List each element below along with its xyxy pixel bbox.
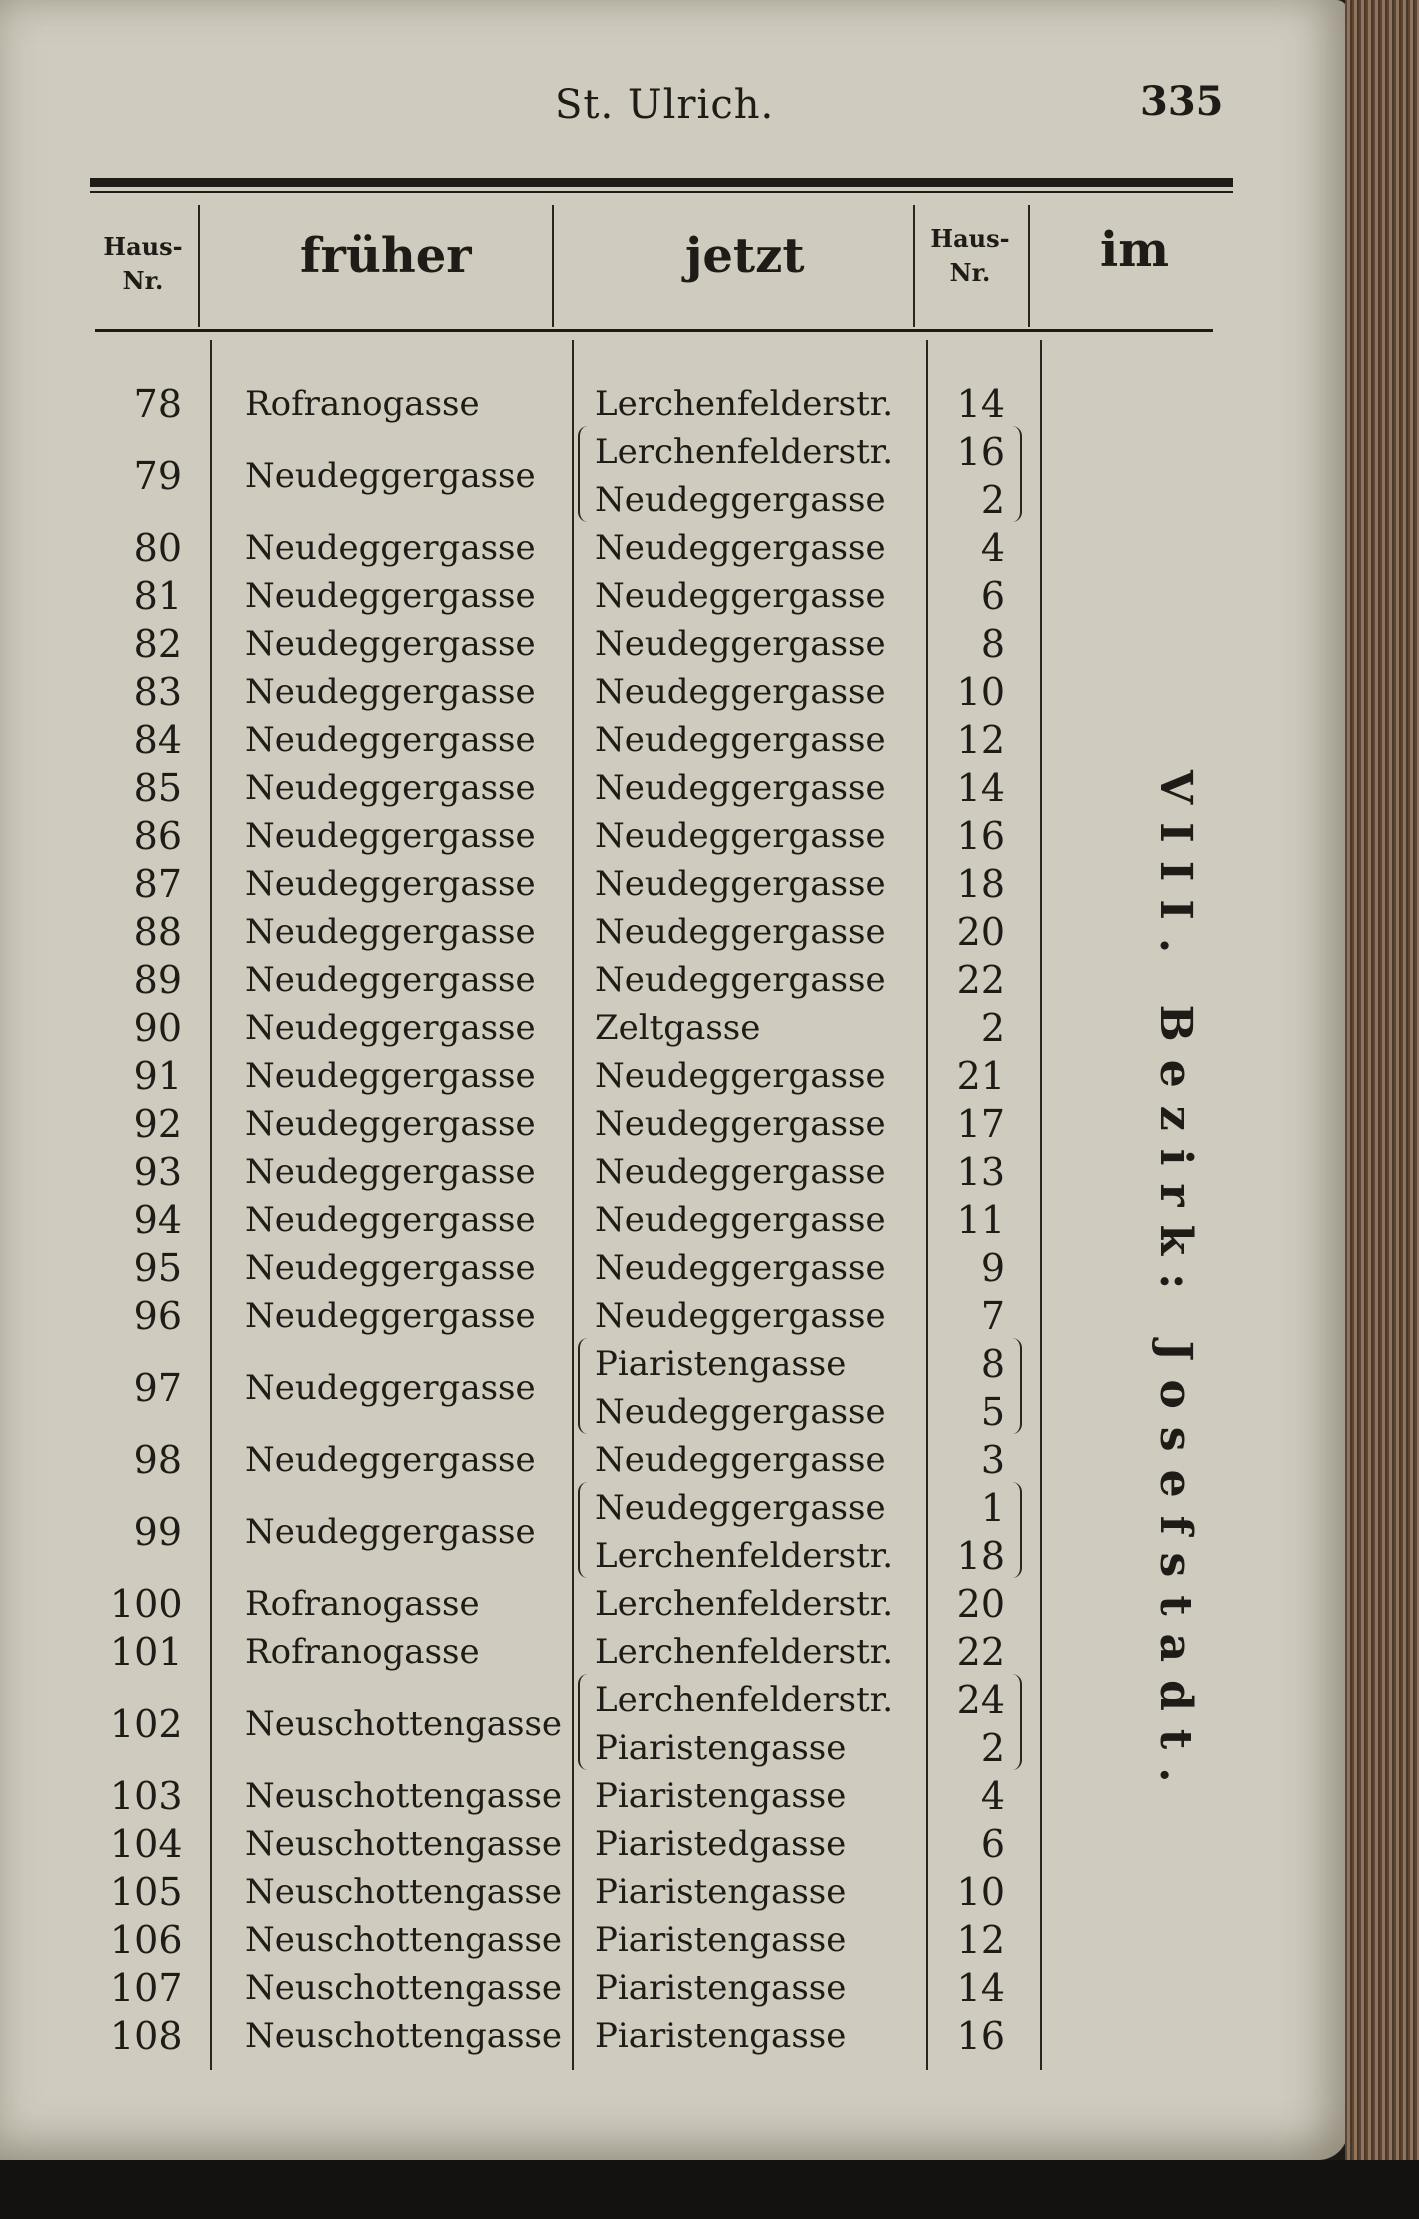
current-street-name: Neudeggergasse: [595, 1392, 886, 1432]
current-house-number: 4: [980, 1774, 1005, 1818]
current-house-number: 22: [956, 1630, 1005, 1674]
current-street-name: Piaristengasse: [595, 2016, 847, 2056]
current-street-name: Lerchenfelderstr.: [595, 384, 894, 424]
current-street-name: Lerchenfelderstr.: [595, 1584, 894, 1624]
old-house-number: 91: [133, 1054, 182, 1098]
current-house-number: 20: [956, 910, 1005, 954]
old-house-number: 83: [133, 670, 182, 714]
old-house-number: 92: [133, 1102, 182, 1146]
former-street-name: Neuschottengasse: [245, 1776, 563, 1816]
former-street-name: Rofranogasse: [245, 1632, 480, 1672]
grouping-brace-left: [578, 1674, 592, 1770]
current-house-number: 4: [980, 526, 1005, 570]
column-divider-1: [210, 340, 212, 2070]
old-house-number: 106: [110, 1918, 183, 1962]
header-haus-nr-left: Haus- Nr.: [103, 232, 183, 295]
current-house-number: 11: [956, 1198, 1005, 1242]
current-street-name: Piaristengasse: [595, 1968, 847, 2008]
column-divider-4: [1040, 340, 1042, 2070]
current-street-name: Neudeggergasse: [595, 912, 886, 952]
current-house-number: 20: [956, 1582, 1005, 1626]
page-edge: [1345, 0, 1419, 2219]
current-house-number: 17: [956, 1102, 1005, 1146]
old-house-number: 97: [133, 1366, 182, 1410]
current-street-name: Lerchenfelderstr.: [595, 1680, 894, 1720]
former-street-name: Neuschottengasse: [245, 1968, 563, 2008]
old-house-number: 78: [133, 382, 182, 426]
grouping-brace-right: [1010, 1674, 1022, 1770]
old-house-number: 102: [110, 1702, 183, 1746]
running-head: St. Ulrich.: [555, 82, 775, 128]
old-house-number: 98: [133, 1438, 182, 1482]
grouping-brace-right: [1010, 426, 1022, 522]
grouping-brace-left: [578, 1338, 592, 1434]
former-street-name: Neudeggergasse: [245, 456, 536, 496]
former-street-name: Neudeggergasse: [245, 672, 536, 712]
old-house-number: 95: [133, 1246, 182, 1290]
former-street-name: Neudeggergasse: [245, 768, 536, 808]
old-house-number: 108: [110, 2014, 183, 2058]
old-house-number: 90: [133, 1006, 182, 1050]
page-number: 335: [1140, 78, 1224, 125]
header-divider-1: [198, 205, 200, 327]
current-street-name: Neudeggergasse: [595, 816, 886, 856]
current-house-number: 3: [980, 1438, 1005, 1482]
old-house-number: 81: [133, 574, 182, 618]
former-street-name: Neudeggergasse: [245, 624, 536, 664]
old-house-number: 87: [133, 862, 182, 906]
current-house-number: 16: [956, 430, 1005, 474]
current-street-name: Lerchenfelderstr.: [595, 1632, 894, 1672]
former-street-name: Neuschottengasse: [245, 2016, 563, 2056]
grouping-brace-right: [1010, 1338, 1022, 1434]
current-street-name: Neudeggergasse: [595, 1104, 886, 1144]
header-haus-nr-right: Haus- Nr.: [930, 224, 1010, 287]
current-house-number: 24: [956, 1678, 1005, 1722]
former-street-name: Neuschottengasse: [245, 1920, 563, 1960]
current-house-number: 18: [956, 1534, 1005, 1578]
former-street-name: Neudeggergasse: [245, 960, 536, 1000]
current-house-number: 21: [956, 1054, 1005, 1098]
header-bottom-rule: [95, 329, 1213, 332]
old-house-number: 105: [110, 1870, 183, 1914]
former-street-name: Neudeggergasse: [245, 1056, 536, 1096]
current-street-name: Neudeggergasse: [595, 864, 886, 904]
old-house-number: 107: [110, 1966, 183, 2010]
current-house-number: 1: [980, 1486, 1005, 1530]
former-street-name: Neudeggergasse: [245, 1440, 536, 1480]
former-street-name: Neudeggergasse: [245, 720, 536, 760]
current-house-number: 14: [956, 382, 1005, 426]
current-street-name: Piaristengasse: [595, 1872, 847, 1912]
current-house-number: 22: [956, 958, 1005, 1002]
current-street-name: Neudeggergasse: [595, 1488, 886, 1528]
former-street-name: Rofranogasse: [245, 384, 480, 424]
current-house-number: 12: [956, 718, 1005, 762]
current-street-name: Neudeggergasse: [595, 624, 886, 664]
current-house-number: 10: [956, 670, 1005, 714]
current-street-name: Neudeggergasse: [595, 672, 886, 712]
current-house-number: 18: [956, 862, 1005, 906]
current-street-name: Neudeggergasse: [595, 720, 886, 760]
current-house-number: 16: [956, 814, 1005, 858]
old-house-number: 79: [133, 454, 182, 498]
current-house-number: 6: [980, 574, 1005, 618]
current-house-number: 6: [980, 1822, 1005, 1866]
header-divider-3: [913, 205, 915, 327]
district-label: VIII. Bezirk: Josefstadt.: [1150, 770, 1201, 1801]
current-street-name: Neudeggergasse: [595, 1056, 886, 1096]
header-divider-2: [552, 205, 554, 327]
current-house-number: 5: [980, 1390, 1005, 1434]
old-house-number: 93: [133, 1150, 182, 1194]
header-frueher: früher: [300, 228, 472, 284]
former-street-name: Neudeggergasse: [245, 864, 536, 904]
current-street-name: Neudeggergasse: [595, 1440, 886, 1480]
current-house-number: 13: [956, 1150, 1005, 1194]
current-street-name: Neudeggergasse: [595, 1296, 886, 1336]
current-street-name: Lerchenfelderstr.: [595, 432, 894, 472]
old-house-number: 82: [133, 622, 182, 666]
grouping-brace-left: [578, 426, 592, 522]
current-house-number: 8: [980, 622, 1005, 666]
current-street-name: Neudeggergasse: [595, 528, 886, 568]
current-house-number: 16: [956, 2014, 1005, 2058]
old-house-number: 101: [110, 1630, 183, 1674]
old-house-number: 80: [133, 526, 182, 570]
current-street-name: Neudeggergasse: [595, 960, 886, 1000]
current-street-name: Neudeggergasse: [595, 768, 886, 808]
current-house-number: 2: [980, 478, 1005, 522]
current-house-number: 12: [956, 1918, 1005, 1962]
current-street-name: Neudeggergasse: [595, 480, 886, 520]
top-rule-thin: [90, 191, 1233, 193]
current-street-name: Neudeggergasse: [595, 576, 886, 616]
former-street-name: Neudeggergasse: [245, 1200, 536, 1240]
old-house-number: 88: [133, 910, 182, 954]
current-street-name: Neudeggergasse: [595, 1200, 886, 1240]
old-house-number: 86: [133, 814, 182, 858]
current-house-number: 14: [956, 1966, 1005, 2010]
old-house-number: 104: [110, 1822, 183, 1866]
former-street-name: Neudeggergasse: [245, 816, 536, 856]
former-street-name: Neudeggergasse: [245, 528, 536, 568]
former-street-name: Neudeggergasse: [245, 1104, 536, 1144]
former-street-name: Neudeggergasse: [245, 1248, 536, 1288]
former-street-name: Neudeggergasse: [245, 1152, 536, 1192]
former-street-name: Neuschottengasse: [245, 1704, 563, 1744]
header-jetzt: jetzt: [685, 228, 805, 284]
current-street-name: Piaristedgasse: [595, 1824, 847, 1864]
current-street-name: Piaristengasse: [595, 1920, 847, 1960]
current-street-name: Lerchenfelderstr.: [595, 1536, 894, 1576]
grouping-brace-right: [1010, 1482, 1022, 1578]
former-street-name: Neudeggergasse: [245, 576, 536, 616]
current-street-name: Zeltgasse: [595, 1008, 761, 1048]
old-house-number: 94: [133, 1198, 182, 1242]
current-street-name: Neudeggergasse: [595, 1248, 886, 1288]
current-street-name: Piaristengasse: [595, 1344, 847, 1384]
current-street-name: Neudeggergasse: [595, 1152, 886, 1192]
current-house-number: 7: [980, 1294, 1005, 1338]
current-house-number: 10: [956, 1870, 1005, 1914]
old-house-number: 84: [133, 718, 182, 762]
header-divider-4: [1028, 205, 1030, 327]
old-house-number: 99: [133, 1510, 182, 1554]
former-street-name: Neudeggergasse: [245, 1008, 536, 1048]
current-house-number: 8: [980, 1342, 1005, 1386]
former-street-name: Neuschottengasse: [245, 1872, 563, 1912]
old-house-number: 100: [110, 1582, 183, 1626]
former-street-name: Neudeggergasse: [245, 1296, 536, 1336]
former-street-name: Rofranogasse: [245, 1584, 480, 1624]
current-house-number: 2: [980, 1006, 1005, 1050]
grouping-brace-left: [578, 1482, 592, 1578]
current-street-name: Piaristengasse: [595, 1776, 847, 1816]
current-street-name: Piaristengasse: [595, 1728, 847, 1768]
old-house-number: 89: [133, 958, 182, 1002]
bottom-shadow: [0, 2160, 1419, 2219]
old-house-number: 103: [110, 1774, 183, 1818]
column-divider-2: [572, 340, 574, 2070]
current-house-number: 9: [980, 1246, 1005, 1290]
current-house-number: 2: [980, 1726, 1005, 1770]
column-divider-3: [926, 340, 928, 2070]
current-house-number: 14: [956, 766, 1005, 810]
former-street-name: Neudeggergasse: [245, 1368, 536, 1408]
former-street-name: Neudeggergasse: [245, 1512, 536, 1552]
top-rule-thick: [90, 178, 1233, 187]
former-street-name: Neuschottengasse: [245, 1824, 563, 1864]
header-im: im: [1100, 222, 1170, 278]
old-house-number: 96: [133, 1294, 182, 1338]
former-street-name: Neudeggergasse: [245, 912, 536, 952]
old-house-number: 85: [133, 766, 182, 810]
